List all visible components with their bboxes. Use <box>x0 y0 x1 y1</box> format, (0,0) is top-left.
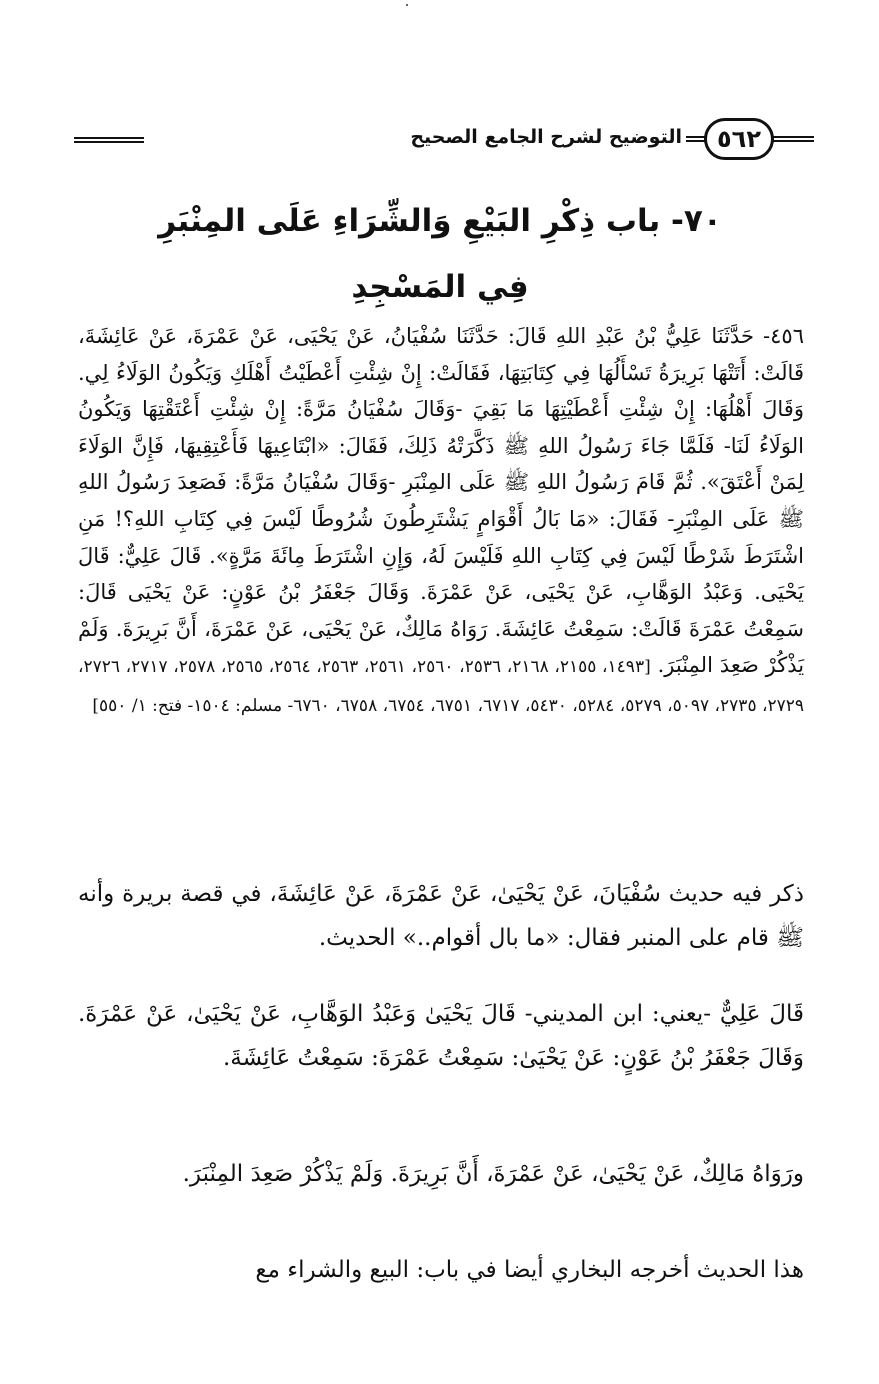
scan-speck <box>406 4 408 6</box>
page-number: ٥٦٢ <box>704 118 774 160</box>
header-rule-left <box>74 137 144 143</box>
chapter-heading-line-2: فِي المَسْجِدِ <box>351 269 529 305</box>
commentary-paragraph-3: ورَوَاهُ مَالِكٌ، عَنْ يَحْيَىٰ، عَنْ عَمْرَةَ، أَنَّ بَرِيرَةَ. وَلَمْ يَذْكُرْ صَعِدَ المِنْبَرَ. <box>182 1161 804 1187</box>
book-title: التوضيح لشرح الجامع الصحيح <box>410 126 682 148</box>
running-header <box>74 118 814 162</box>
hadith-references: [١٤٩٣، ٢١٥٥، ٢١٦٨، ٢٥٣٦، ٢٥٦٠، ٢٥٦١، ٢٥٦٣، ٢٥٦٤، ٢٥٦٥، ٢٥٧٨، ٢٧١٧، ٢٧٢٦، ٢٧٢٩، ٢٧٣٥، ٥٠٩٧، ٥٢٧٩، ٥٢٨٤، ٥٤٣٠، ٦٧١٧، ٦٧٥١، ٦٧٥٤، ٦٧٥٨، ٦٧٦٠- مسلم: ١٥٠٤- فتح: ١/ ٥٥٠] <box>78 657 804 716</box>
header-ornament-right <box>770 136 814 142</box>
commentary-paragraph-1: ذكر فيه حديث سُفْيَانَ، عَنْ يَحْيَىٰ، عَنْ عَمْرَةَ، عَنْ عَائِشَةَ، في قصة بريرة وأنه ﷺ قام على المنبر فقال: «ما بال أقوام..» الحديث. <box>78 881 804 951</box>
commentary-paragraph-2: قَالَ عَلِيٌّ -يعني: ابن المديني- قَالَ يَحْيَىٰ وَعَبْدُ الوَهَّابِ، عَنْ يَحْيَىٰ، عَنْ عَمْرَةَ. وَقَالَ جَعْفَرُ بْنُ عَوْنٍ: عَنْ يَحْيَىٰ: سَمِعْتُ عَمْرَةَ: سَمِعْتُ عَائِشَةَ. <box>78 1001 804 1071</box>
hadith-text <box>78 318 804 725</box>
hadith-body: ٤٥٦- حَدَّثَنَا عَلِيُّ بْنُ عَبْدِ اللهِ قَالَ: حَدَّثَنَا سُفْيَانُ، عَنْ يَحْيَى، عَنْ عَمْرَةَ، عَنْ عَائِشَةَ، قَالَتْ: أَتَتْهَا بَرِيرَةُ تَسْأَلُهَا فِي كِتَابَتِهَا، فَقَالَتْ: إِنْ شِئْتِ أَعْطَيْتُ أَهْلَكِ وَيَكُونُ الوَلَاءُ لِي. وَقَالَ أَهْلُهَا: إِنْ شِئْتِ أَعْطَيْتِهَا مَا بَقِيَ -وَقَالَ سُفْيَانُ مَرَّةً: إِنْ شِئْتِ أَعْتَقْتِهَا وَيَكُونُ الوَلَاءُ لَنَا- فَلَمَّا جَاءَ رَسُولُ اللهِ ﷺ ذَكَّرَتْهُ ذَلِكَ، فَقَالَ: «ابْتَاعِيهَا فَأَعْتِقِيهَا، فَإِنَّ الوَلَاءَ لِمَنْ أَعْتَقَ». ثُمَّ قَامَ رَسُولُ اللهِ ﷺ عَلَى المِنْبَرِ -وَقَالَ سُفْيَانُ مَرَّةً: فَصَعِدَ رَسُولُ اللهِ ﷺ عَلَى المِنْبَرِ- فَقَالَ: «مَا بَالُ أَقْوَامٍ يَشْتَرِطُونَ شُرُوطًا لَيْسَ فِي كِتَابِ اللهِ؟! مَنِ اشْتَرَطَ شَرْطًا لَيْسَ فِي كِتَابِ اللهِ فَلَيْسَ لَهُ، وَإِنِ اشْتَرَطَ مِائَةَ مَرَّةٍ». قَالَ عَلِيٌّ: قَالَ يَحْيَى. وَعَبْدُ الوَهَّابِ، عَنْ يَحْيَى، عَنْ عَمْرَةَ. وَقَالَ جَعْفَرُ بْنُ عَوْنٍ: عَنْ يَحْيَى قَالَ: سَمِعْتُ عَمْرَةَ قَالَتْ: سَمِعْتُ عَائِشَةَ. رَوَاهُ مَالِكٌ، عَنْ يَحْيَى، عَنْ عَمْرَةَ، أَنَّ بَرِيرَةَ. وَلَمْ يَذْكُرْ صَعِدَ المِنْبَرَ. <box>78 324 805 678</box>
chapter-heading <box>100 188 780 320</box>
commentary-paragraph-4: هذا الحديث أخرجه البخاري أيضا في باب: البيع والشراء مع <box>255 1257 804 1283</box>
chapter-heading-line-1: ٧٠- باب ذِكْرِ البَيْعِ وَالشِّرَاءِ عَلَى المِنْبَرِ <box>158 203 722 239</box>
